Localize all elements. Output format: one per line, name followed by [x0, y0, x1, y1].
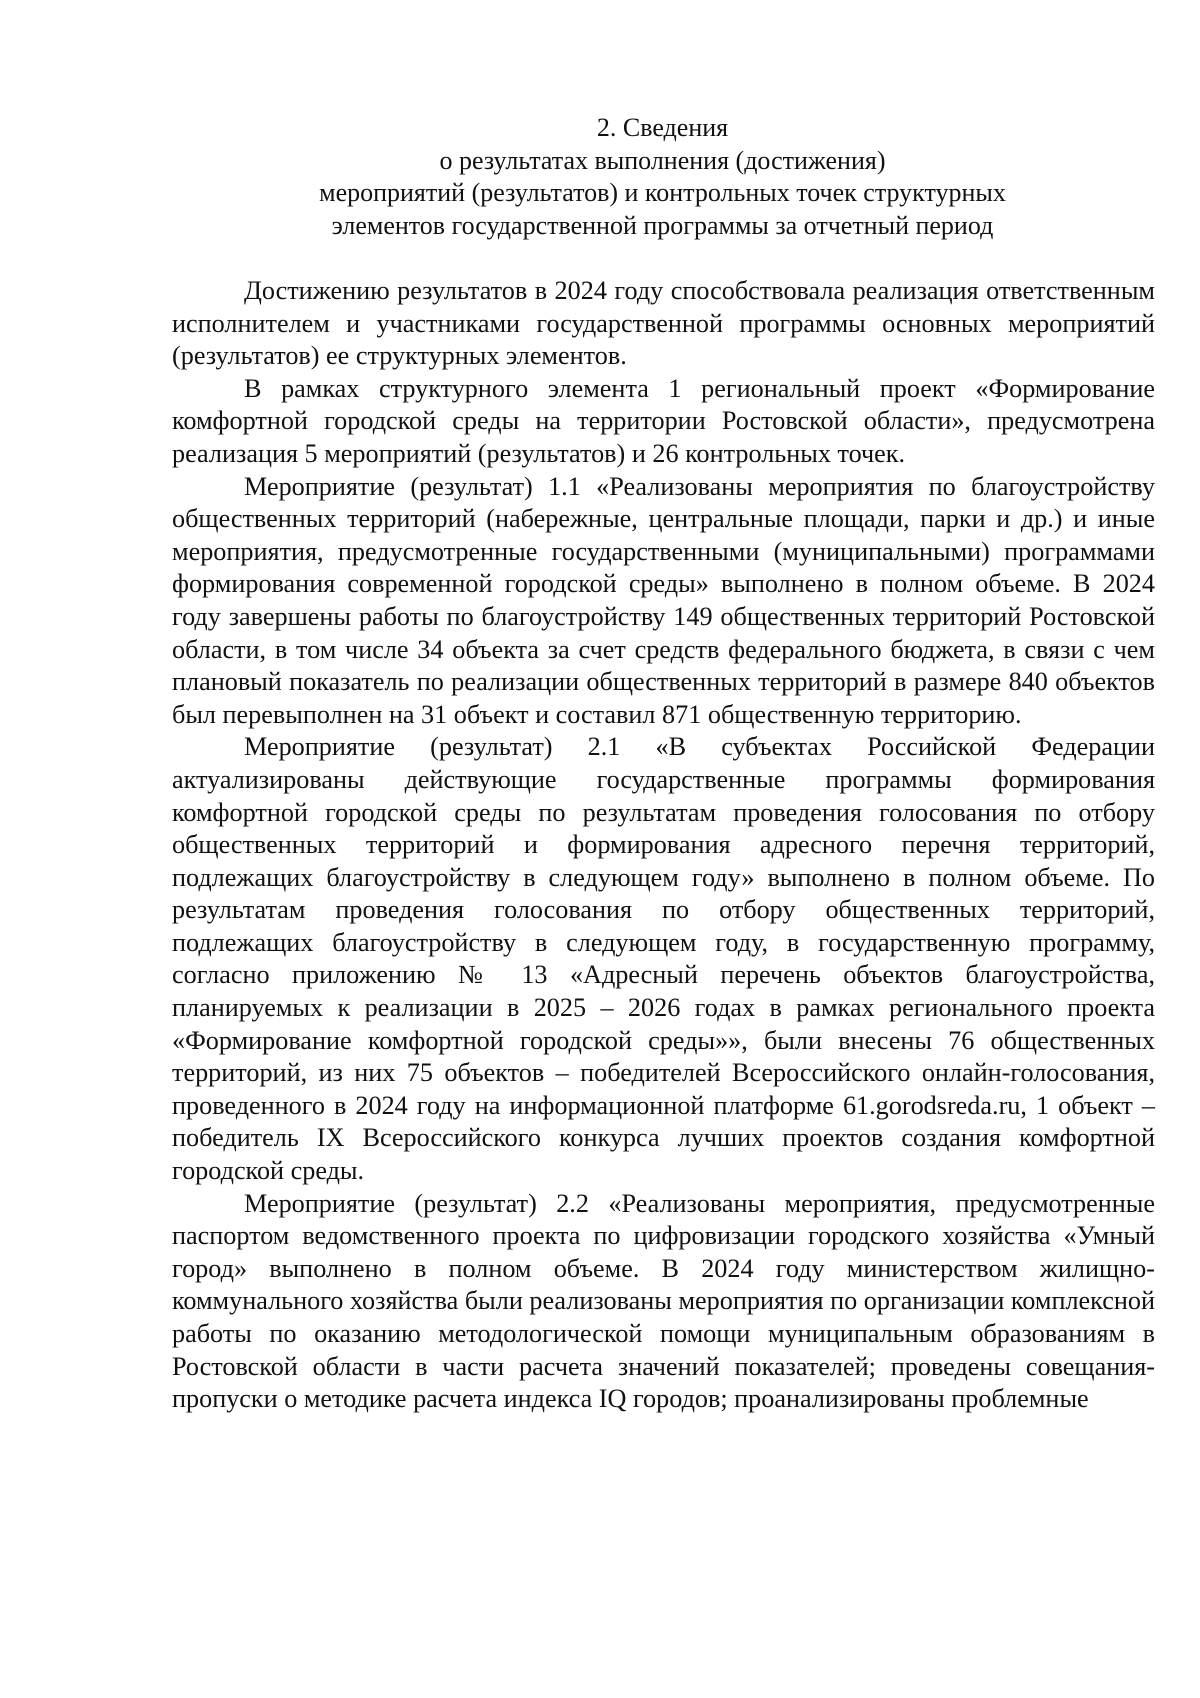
paragraph-measure-1-1: Мероприятие (результат) 1.1 «Реализованы мероприятия по благоустройству общественных территорий (набережные, центральные площади, парки и др.) и иные мероприятия, предусмотренные государственными (муниципальными) программами формирования современной городской среды» выполнено в полном объеме. В 2024 году завершены работы по благоустройству 149 общественных территорий Ростовской области, в том числе 34 объекта за счет средств федерального бюджета, в связи с чем плановый показатель по реализации общественных территорий в размере 840 объектов был перевыполнен на 31 объект и составил 871 общественную территорию.	[172, 471, 1155, 729]
heading-line-3: мероприятий (результатов) и контрольных точек структурных	[319, 178, 1006, 207]
paragraph-structural-element-1: В рамках структурного элемента 1 региональный проект «Формирование комфортной городской среды на территории Ростовской области», предусмотрена реализация 5 мероприятий (результатов) и 26 контрольных точек.	[172, 373, 1155, 468]
document-body	[172, 275, 1155, 1416]
heading-line-1: 2. Сведения	[596, 113, 729, 142]
paragraph-measure-2-2: Мероприятие (результат) 2.2 «Реализованы мероприятия, предусмотренные паспортом ведомственного проекта по цифровизации городского хозяйства «Умный город» выполнено в полном объеме. В 2024 году министерством жилищно-коммунального хозяйства были реализованы мероприятия по организации комплексной работы по оказанию методологической помощи муниципальным образованиям в Ростовской области в части расчета значений показателей; проведены совещания-пропуски о методике расчета индекса IQ городов; проанализированы проблемные	[172, 1188, 1155, 1414]
heading-line-2: о результатах выполнения (достижения)	[439, 145, 886, 175]
paragraph-measure-2-1: Мероприятие (результат) 2.1 «В субъектах Российской Федерации актуализированы действующие государственные программы формирования комфортной городской среды по результатам проведения голосования по отбору общественных территорий и формирования адресного перечня территорий, подлежащих благоустройству в следующем году» выполнено в полном объеме. По результатам проведения голосования по отбору общественных территорий, подлежащих благоустройству в следующем году, в государственную программу, согласно приложению № 13 «Адресный перечень объектов благоустройства, планируемых к реализации в 2025 – 2026 годах в рамках регионального проекта «Формирование комфортной городской среды»», были внесены 76 общественных территорий, из них 75 объектов – победителей Всероссийского онлайн-голосования, проведенного в 2024 году на информационной платформе 61.gorodsreda.ru, 1 объект – победитель IX Всероссийского конкурса лучших проектов создания комфортной городской среды.	[172, 732, 1155, 1186]
section-heading	[170, 112, 1155, 242]
heading-line-4: элементов государственной программы за отчетный период	[331, 210, 994, 240]
paragraph-achievement-summary: Достижению результатов в 2024 году способствовала реализация ответственным исполнителем и участниками государственной программы основных мероприятий (результатов) ее структурных элементов.	[172, 276, 1155, 371]
